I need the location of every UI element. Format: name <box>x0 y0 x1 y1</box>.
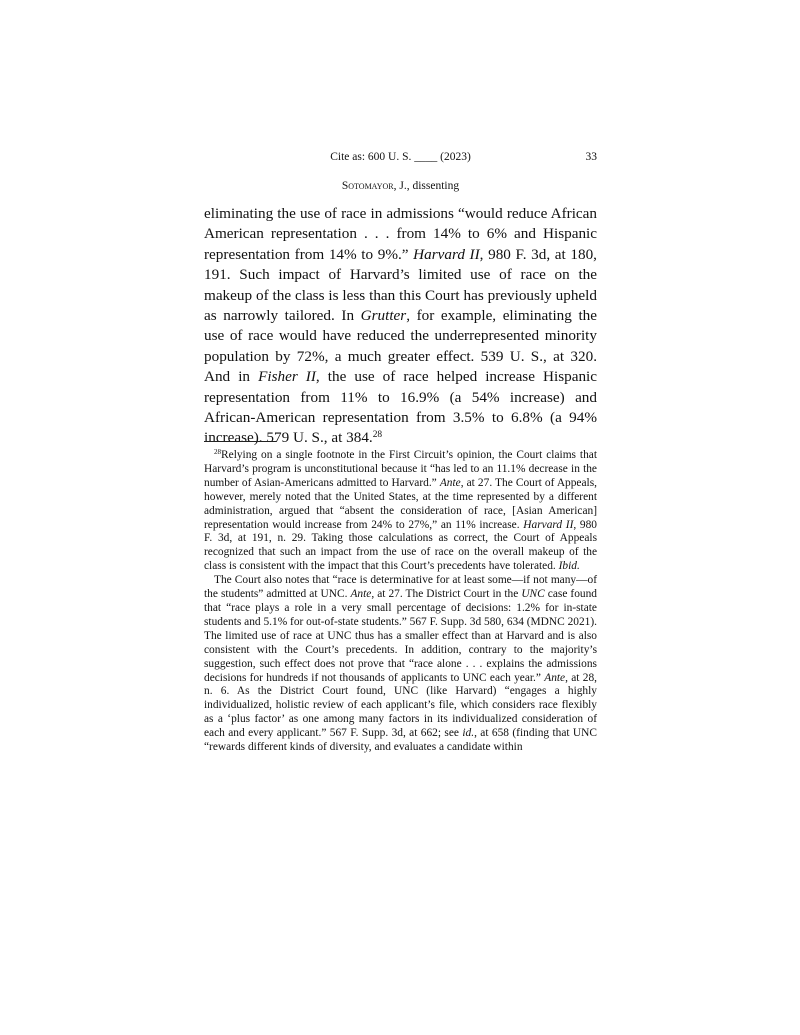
body-text-segment: eliminating the use of race in admissions “would reduce African American representation . . . from 14% to 6% and Hispanic representation from 14% to 9%.” <box>204 205 597 263</box>
running-header <box>204 151 597 167</box>
body-text-segment: , for example, eliminating the use of race would have reduced the underrepresented minority population by 72%, a much greater effect. 539 U. S., at 320. And in <box>204 307 597 386</box>
case-name: Fisher II <box>258 368 316 386</box>
author-suffix: , J., dissenting <box>393 180 460 192</box>
author-line <box>204 180 597 192</box>
footnote-reference: 28 <box>372 430 383 441</box>
footnote-text-segment: Relying on a single footnote in the First Circuit’s opinion, the Court claims that Harvard’s program is unconstitutional because it “has led to an 11.1% decrease in the number of Asian-Americans admitted to Harvard.” <box>204 449 597 489</box>
footnote-text-segment: , at 28, n. 6. As the District Court found, UNC (like Harvard) “engages a highly individualized, holistic review of each applicant’s file, which considers race flexibly as a ‘plus factor’ as one among many factors in its individualized consideration of each and every applicant.” 567 F. Supp. 3d, at 662; see <box>204 671 597 740</box>
footnote-block <box>204 449 597 755</box>
citation-header: Cite as: 600 U. S. ____ (2023) <box>330 151 471 163</box>
page-number: 33 <box>585 151 597 163</box>
footnote-text-segment: , at 27. The District Court in the <box>371 588 522 601</box>
case-name: Grutter <box>360 307 407 325</box>
footnote-divider <box>204 441 276 442</box>
footnote-number: 28 <box>214 448 222 457</box>
footnote-paragraph <box>204 449 597 574</box>
footnote-text-segment: case found that “race plays a role in a very small percentage of decisions: 1.2% for in-state students and 5.1% for out-of-state students.” 567 F. Supp. 3d 580, 634 (MDNC 2021). The limited use of race at UNC thus has a smaller effect than at Harvard and is also consistent with the Court’s precedents. In addition, contrary to the majority’s suggestion, such effect does not prove that “race alone . . . explains the admissions decisions for hundreds if not thousands of applicants to UNC each year.” <box>204 588 597 684</box>
citation-italic: Ibid. <box>558 560 580 573</box>
body-text-segment: , 980 F. 3d, at 180, 191. Such impact of Harvard’s limited use of race on the makeup of the class is less than this Court has previously upheld as narrowly tailored. In <box>204 245 597 325</box>
citation-italic: Harvard II <box>523 518 574 531</box>
citation-italic: UNC <box>521 588 545 601</box>
citation-italic: Ante <box>350 588 372 601</box>
citation-italic: id. <box>462 727 475 740</box>
footnote-text-segment: , at 658 (finding that UNC “rewards different kinds of diversity, and evaluates a candidate within <box>204 727 597 754</box>
body-text-segment: , the use of race helped increase Hispanic representation from 11% to 16.9% (a 54% increase) and African-American representation from 3.5% to 6.8% (a 94% increase). 579 U. S., at 384. <box>204 368 597 447</box>
footnote-text-segment: , at 27. The Court of Appeals, however, merely noted that the United States, at the time represented by a different administration, argued that “absent the consideration of race, [Asian American] representation would increase from 24% to 27%,” an 11% increase. <box>204 476 597 531</box>
main-paragraph <box>204 204 597 449</box>
case-name: Harvard II <box>413 245 480 263</box>
footnote-text-segment: The Court also notes that “race is determinative for at least some—if not many—of the students” admitted at UNC. <box>204 574 597 601</box>
citation-italic: Ante <box>439 476 461 489</box>
footnote-paragraph <box>204 574 597 755</box>
footnote-text-segment: , 980 F. 3d, at 191, n. 29. Taking those calculations as correct, the Court of Appeals recognized that such an impact from the use of race on the overall makeup of the class is consistent with the impact that this Court’s precedents have tolerated. <box>204 518 598 573</box>
author-name: Sotomayor <box>341 180 394 192</box>
citation-italic: Ante <box>544 671 566 684</box>
